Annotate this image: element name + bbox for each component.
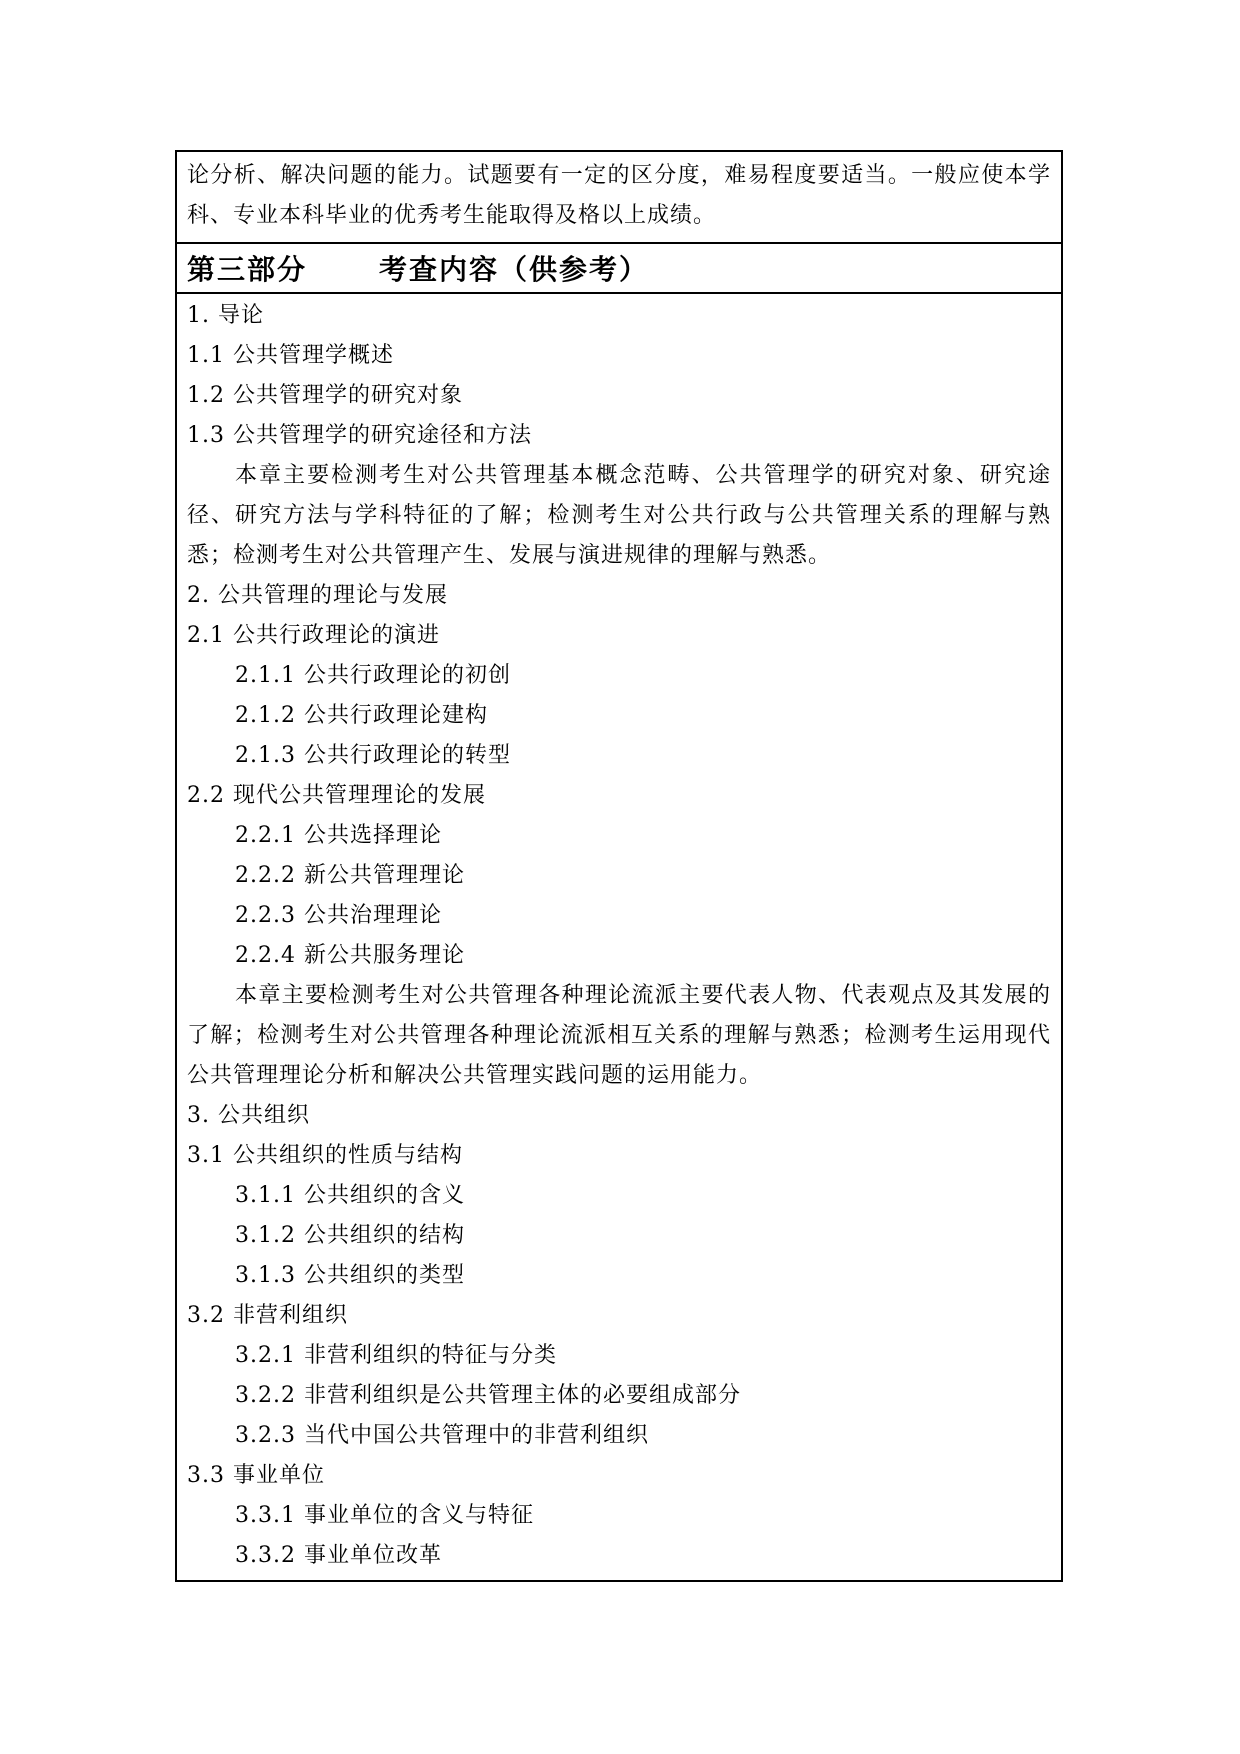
- section-heading: 2.1 公共行政理论的演进: [187, 623, 440, 648]
- subsection-heading: 3.2.3 当代中国公共管理中的非营利组织: [235, 1423, 649, 1448]
- subsection-heading: 3.3.2 事业单位改革: [235, 1543, 442, 1568]
- subsection-heading: 2.2.2 新公共管理理论: [235, 863, 465, 888]
- subsection-heading: 2.2.4 新公共服务理论: [235, 943, 465, 968]
- chapter-summary-paragraph: 本章主要检测考生对公共管理基本概念范畴、公共管理学的研究对象、研究途径、研究方法与学科特征的了解；检测考生对公共行政与公共管理关系的理解与熟悉；检测考生对公共管理产生、发展与演进规律的理解与熟悉。: [187, 463, 1051, 568]
- subsection-heading: 2.1.1 公共行政理论的初创: [235, 663, 511, 688]
- section-heading: 3.3 事业单位: [187, 1463, 325, 1488]
- subsection-heading: 3.1.2 公共组织的结构: [235, 1223, 465, 1248]
- subsection-heading: 2.1.2 公共行政理论建构: [235, 703, 488, 728]
- section-heading: 1.1 公共管理学概述: [187, 343, 394, 368]
- section-heading: 1.3 公共管理学的研究途径和方法: [187, 423, 532, 448]
- chapter-summary-paragraph: 本章主要检测考生对公共管理各种理论流派主要代表人物、代表观点及其发展的了解；检测考生对公共管理各种理论流派相互关系的理解与熟悉；检测考生运用现代公共管理理论分析和解决公共管理实践问题的运用能力。: [187, 983, 1051, 1088]
- content-cell: [177, 294, 1061, 1580]
- section-header-cell: [177, 244, 1061, 294]
- subsection-heading: 2.2.3 公共治理理论: [235, 903, 442, 928]
- section-heading: 3.1 公共组织的性质与结构: [187, 1143, 463, 1168]
- subsection-heading: 3.1.3 公共组织的类型: [235, 1263, 465, 1288]
- section-part-label: 第三部分: [187, 253, 308, 286]
- subsection-heading: 3.1.1 公共组织的含义: [235, 1183, 465, 1208]
- section-title-text: 考查内容（供参考）: [379, 253, 650, 286]
- subsection-heading: 3.2.1 非营利组织的特征与分类: [235, 1343, 557, 1368]
- intro-cell: [177, 152, 1061, 244]
- syllabus-table: [175, 150, 1063, 1582]
- subsection-heading: 3.3.1 事业单位的含义与特征: [235, 1503, 534, 1528]
- chapter-heading: 1. 导论: [187, 303, 264, 328]
- subsection-heading: 2.2.1 公共选择理论: [235, 823, 442, 848]
- section-heading: 1.2 公共管理学的研究对象: [187, 383, 463, 408]
- chapter-heading: 3. 公共组织: [187, 1103, 310, 1128]
- section-heading: 3.2 非营利组织: [187, 1303, 348, 1328]
- section-heading: 2.2 现代公共管理理论的发展: [187, 783, 486, 808]
- chapter-heading: 2. 公共管理的理论与发展: [187, 583, 448, 608]
- intro-paragraph: 论分析、解决问题的能力。试题要有一定的区分度，难易程度要适当。一般应使本学科、专业本科毕业的优秀考生能取得及格以上成绩。: [187, 163, 1051, 228]
- subsection-heading: 2.1.3 公共行政理论的转型: [235, 743, 511, 768]
- section-title: [187, 248, 649, 288]
- subsection-heading: 3.2.2 非营利组织是公共管理主体的必要组成部分: [235, 1383, 741, 1408]
